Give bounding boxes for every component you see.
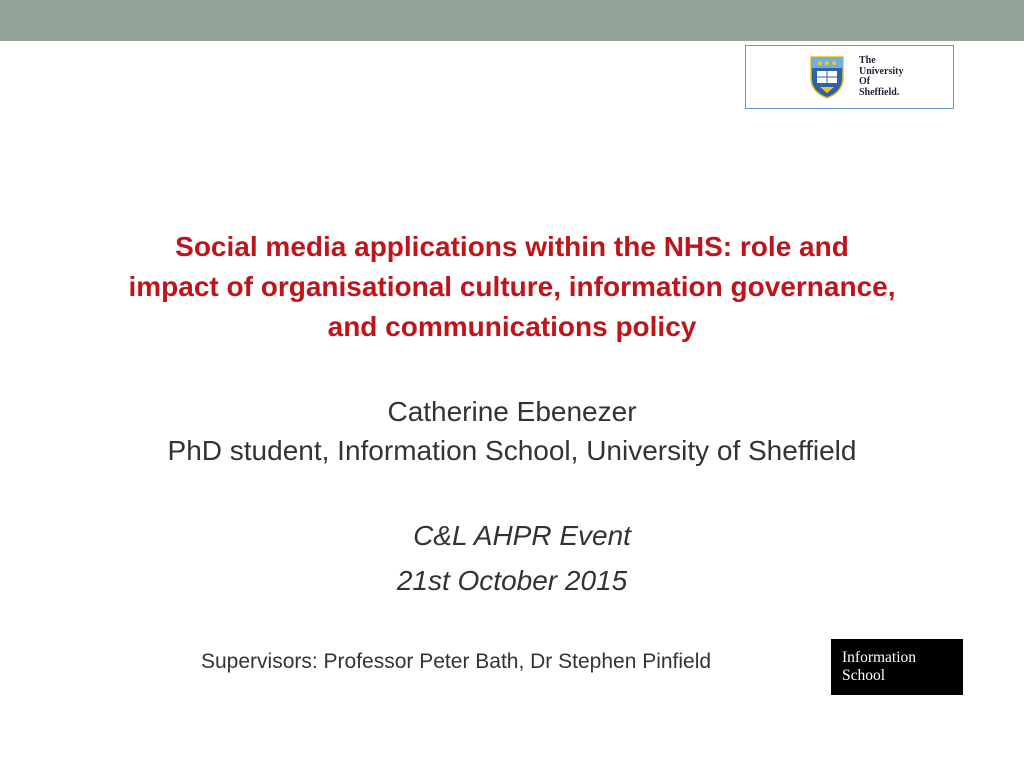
- university-crest-icon: [808, 54, 846, 100]
- university-name-line: University: [859, 65, 904, 77]
- title-line: Social media applications within the NHS: role and: [175, 231, 849, 262]
- supervisors-text: Supervisors: Professor Peter Bath, Dr Stephen Pinfield: [201, 650, 712, 673]
- information-school-logo-line: Information: [842, 649, 917, 666]
- university-name-line: Of: [859, 76, 871, 87]
- author-role: PhD student, Information School, University of Sheffield: [167, 435, 857, 466]
- university-name: [859, 56, 903, 98]
- information-school-logo-line: School: [842, 667, 886, 684]
- author-name: Catherine Ebenezer: [387, 396, 637, 427]
- information-school-logo: [831, 639, 963, 695]
- title-line: and communications policy: [327, 311, 697, 342]
- university-name-line: The: [859, 55, 876, 66]
- top-band: [0, 0, 1024, 41]
- event-date: 21st October 2015: [396, 565, 628, 596]
- university-logo: [745, 45, 954, 109]
- university-name-line: Sheffield.: [859, 86, 900, 98]
- title-line: impact of organisational culture, information governance,: [128, 271, 896, 302]
- slide-title: [40, 227, 984, 347]
- author-block: [40, 392, 984, 470]
- event-block: [40, 516, 984, 601]
- event-name: C&L AHPR Event: [413, 520, 631, 551]
